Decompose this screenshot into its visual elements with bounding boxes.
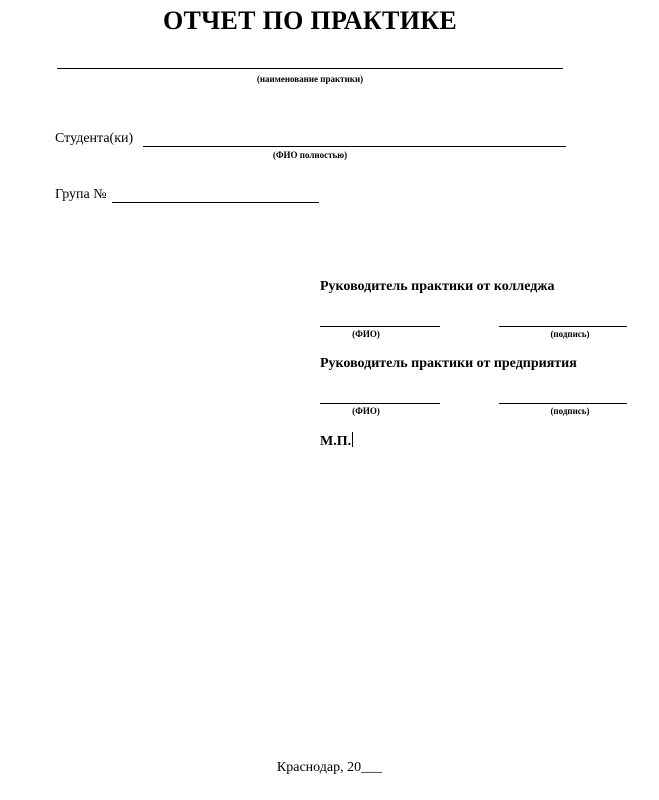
seal-label: М.П.	[320, 434, 352, 449]
enterprise-supervisor-fio-line[interactable]	[320, 403, 440, 404]
report-title: ОТЧЕТ ПО ПРАКТИКЕ	[162, 6, 458, 35]
practice-name-line[interactable]	[57, 68, 563, 69]
enterprise-supervisor-signature-line[interactable]	[499, 403, 627, 404]
text-cursor	[352, 432, 353, 447]
footer-city-year	[0, 760, 659, 776]
college-supervisor-fio-line[interactable]	[320, 326, 440, 327]
footer-city: Краснодар, 20	[276, 760, 362, 775]
practice-name-caption: (наименование практики)	[256, 74, 364, 84]
enterprise-supervisor-signature-caption: (подпись)	[550, 406, 590, 416]
college-supervisor-signature-line[interactable]	[499, 326, 627, 327]
student-name-caption: (ФИО полностью)	[272, 150, 348, 160]
group-number-line[interactable]	[112, 202, 319, 203]
footer-year-blank[interactable]: ___	[361, 760, 383, 775]
group-label: Група №	[55, 187, 107, 202]
enterprise-supervisor-heading: Руководитель практики от предприятия	[320, 356, 577, 371]
college-supervisor-fio-caption: (ФИО)	[352, 329, 380, 339]
student-label: Студента(ки)	[55, 131, 134, 146]
enterprise-supervisor-fio-caption: (ФИО)	[352, 406, 380, 416]
college-supervisor-heading: Руководитель практики от колледжа	[320, 279, 555, 294]
college-supervisor-signature-caption: (подпись)	[550, 329, 590, 339]
seal-place[interactable]	[320, 432, 353, 450]
student-name-line[interactable]	[143, 146, 566, 147]
